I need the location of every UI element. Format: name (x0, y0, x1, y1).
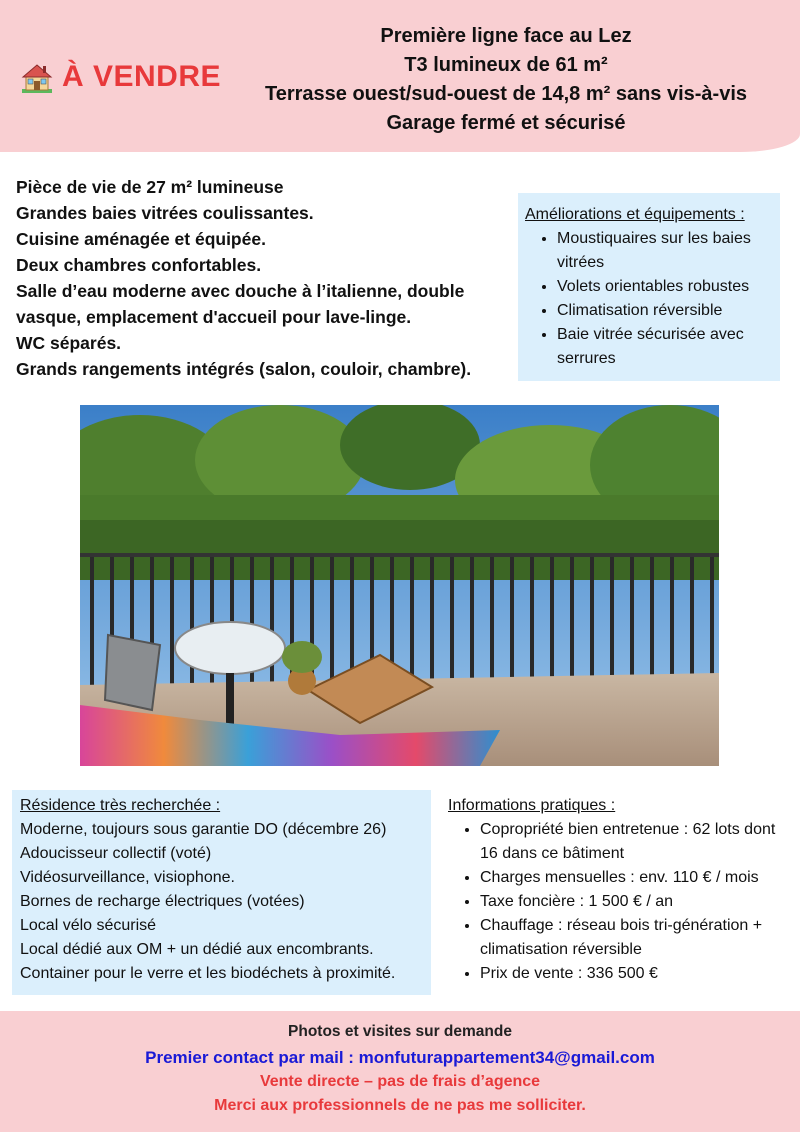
direct-sale-note: Vente directe – pas de frais d’agence (259, 1073, 541, 1090)
list-item: • Moustiquaires sur les baies vitrées (557, 227, 780, 275)
list-item: • Charges mensuelles : env. 110 € / mois (480, 866, 793, 890)
footer-banner (0, 1011, 800, 1132)
headline: Garage fermé et sécurisé (386, 112, 626, 134)
headline: Terrasse ouest/sud-ouest de 14,8 m² sans vis-à-vis (264, 83, 748, 105)
residence-line: Container pour le verre et les biodéchets à proximité. (20, 965, 396, 982)
no-agencies-note: Merci aux professionnels de ne pas me solliciter. (214, 1097, 586, 1114)
improvements-title: Améliorations et équipements : (525, 206, 745, 223)
info-list (448, 818, 793, 986)
feature-line: vasque, emplacement d'accueil pour lave-linge. (16, 307, 412, 327)
residence-title: Résidence très recherchée : (20, 797, 221, 814)
house-icon (20, 62, 54, 94)
headline: Première ligne face au Lez (380, 25, 632, 47)
feature-line: Salle d’eau moderne avec douche à l’italienne, double (16, 281, 465, 301)
info-title: Informations pratiques : (448, 797, 616, 814)
residence-box (12, 790, 431, 995)
list-item: • Baie vitrée sécurisée avec serrures (557, 323, 780, 371)
residence-line: Adoucisseur collectif (voté) (20, 845, 212, 862)
residence-line: Bornes de recharge électriques (votées) (20, 893, 305, 910)
headlines (240, 22, 772, 138)
feature-line: Cuisine aménagée et équipée. (16, 229, 266, 249)
terrace-photo (80, 405, 719, 766)
improvements-box (518, 193, 780, 381)
headline: T3 lumineux de 61 m² (404, 54, 608, 76)
for-sale-tag: À VENDRE (62, 60, 222, 93)
residence-line: Local vélo sécurisé (20, 917, 157, 934)
residence-line: Moderne, toujours sous garantie DO (décembre 26) (20, 821, 387, 838)
list-item: • Climatisation réversible (557, 299, 780, 323)
feature-line: Deux chambres confortables. (16, 255, 262, 275)
visits-note: Photos et visites sur demande (288, 1023, 512, 1040)
header-banner (0, 0, 800, 152)
list-item: • Copropriété bien entretenue : 62 lots dont 16 dans ce bâtiment (480, 818, 793, 866)
list-item: • Volets orientables robustes (557, 275, 780, 299)
feature-line: WC séparés. (16, 333, 122, 353)
list-item: • Taxe foncière : 1 500 € / an (480, 890, 793, 914)
features-list (16, 174, 516, 382)
practical-info (448, 794, 793, 986)
list-item: • Chauffage : réseau bois tri-génération + climatisation réversible (480, 914, 793, 962)
feature-line: Pièce de vie de 27 m² lumineuse (16, 177, 284, 197)
feature-line: Grandes baies vitrées coulissantes. (16, 203, 314, 223)
improvements-list (525, 227, 780, 371)
feature-line: Grands rangements intégrés (salon, couloir, chambre). (16, 359, 472, 379)
residence-line: Local dédié aux OM + un dédié aux encombrants. (20, 941, 374, 958)
contact-email: Premier contact par mail : monfuturappartement34@gmail.com (145, 1048, 655, 1067)
list-item: • Prix de vente : 336 500 € (480, 962, 793, 986)
residence-line: Vidéosurveillance, visiophone. (20, 869, 235, 886)
